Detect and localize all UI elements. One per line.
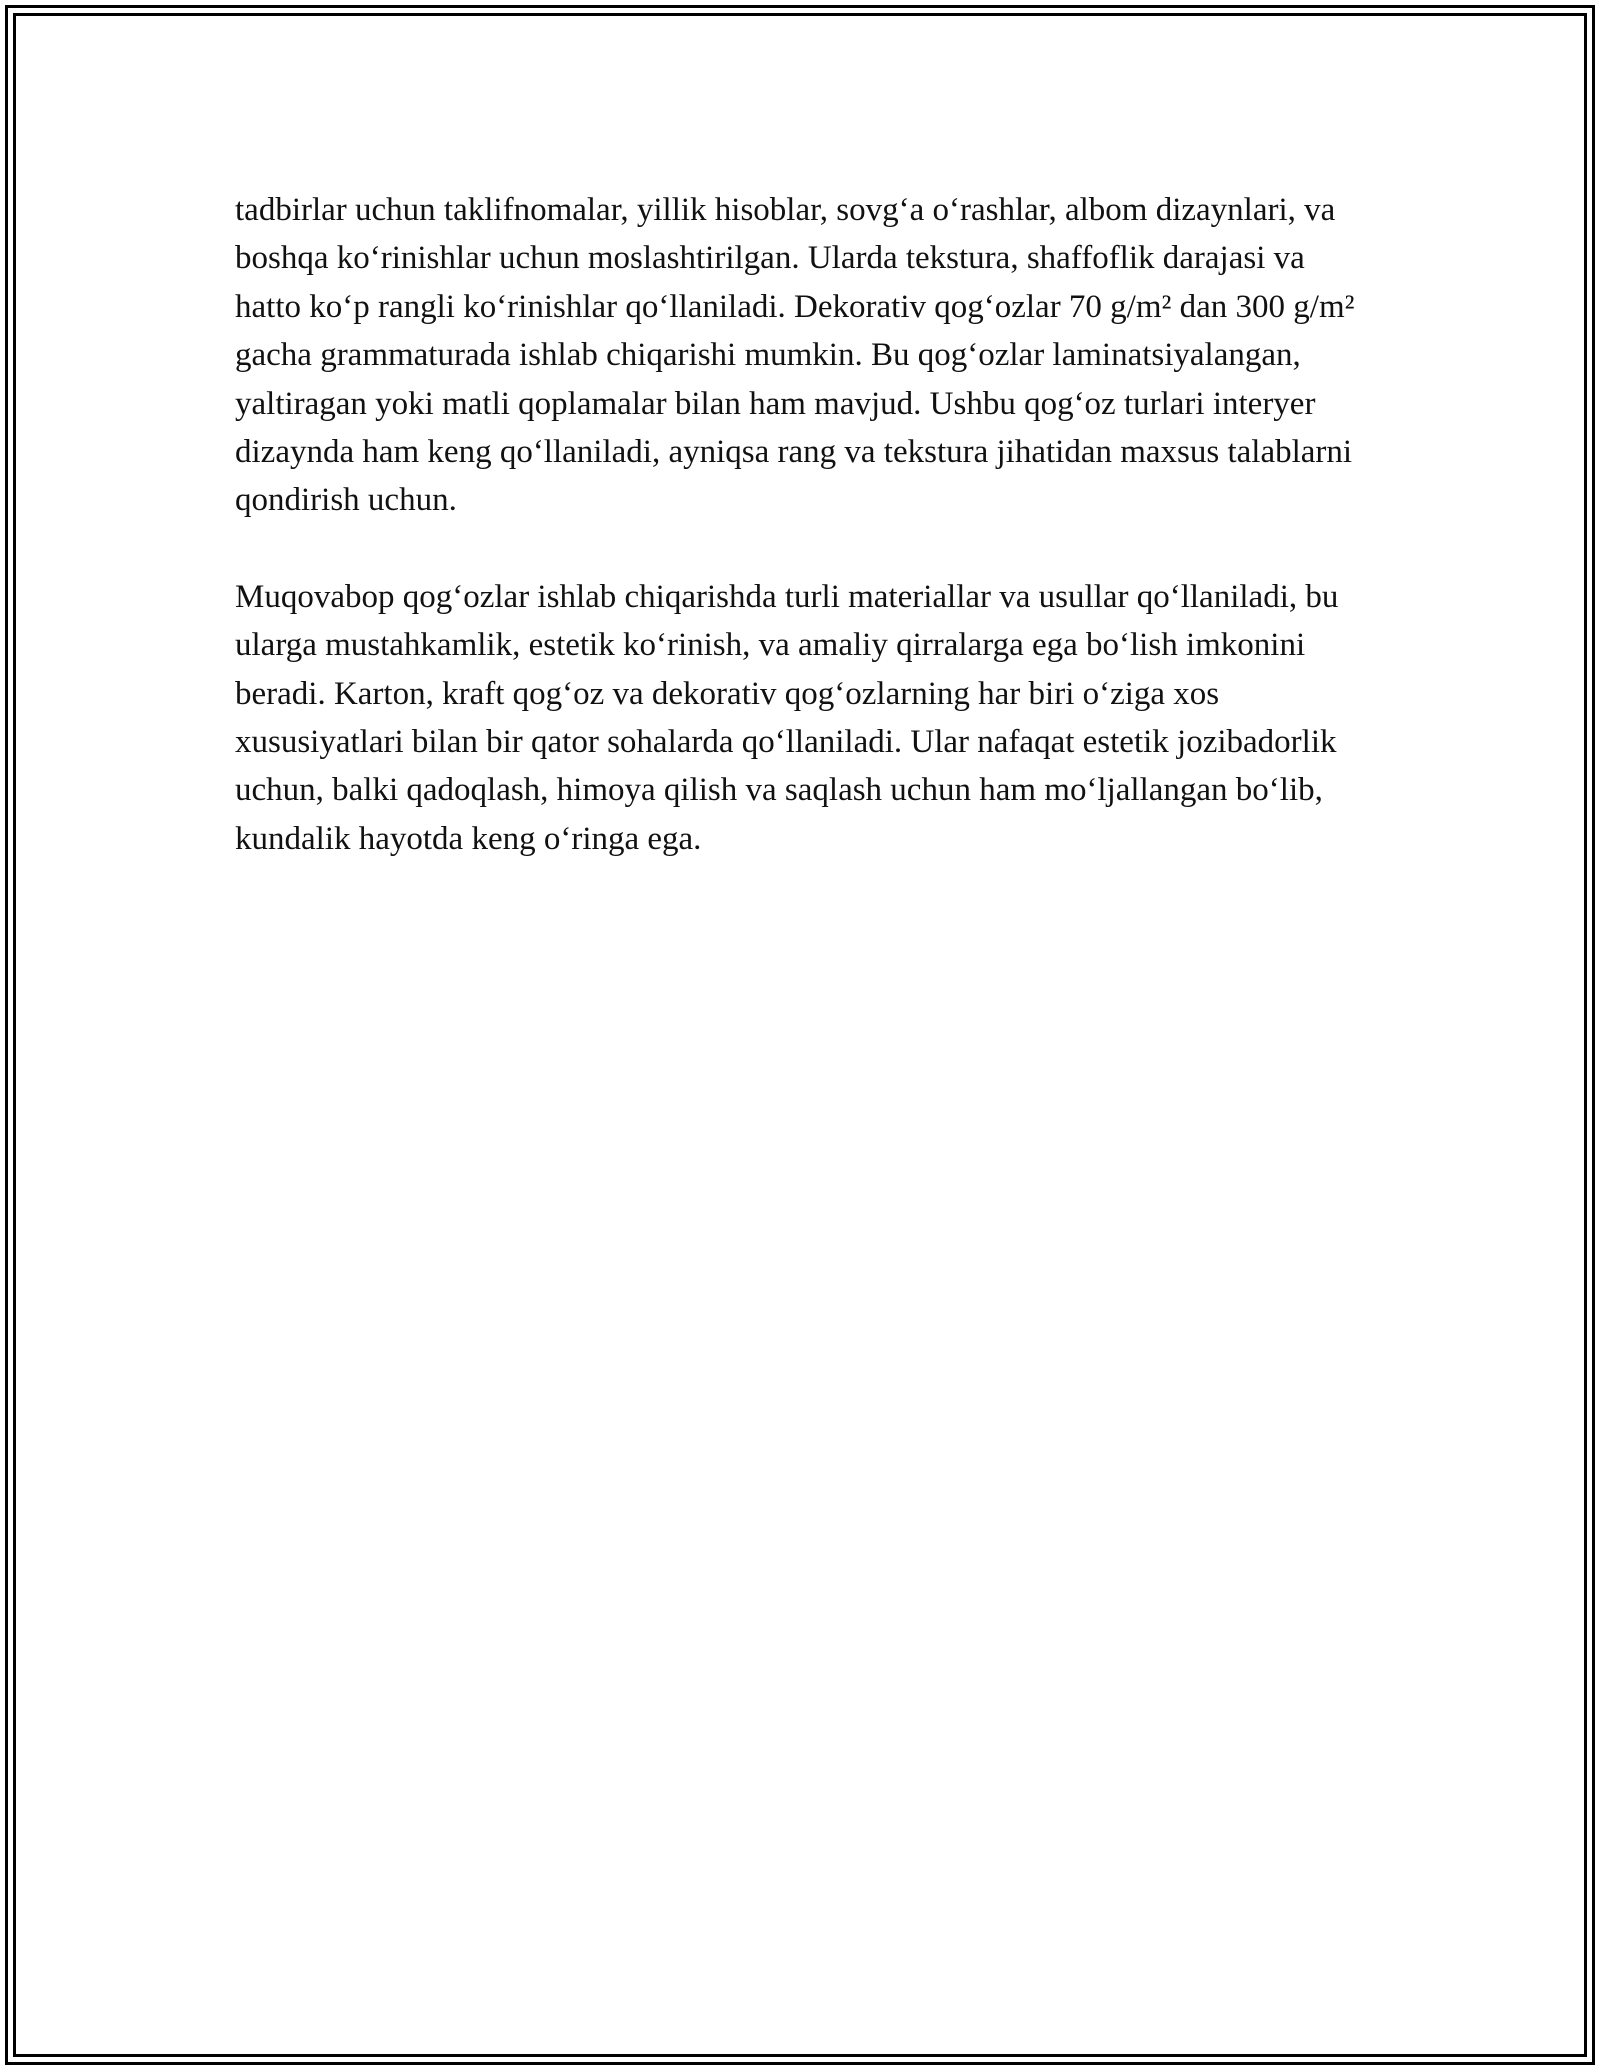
paragraph-decorative-paper: tadbirlar uchun taklifnomalar, yillik hisoblar, sovg‘a o‘rashlar, albom dizaynlari, va boshqa ko‘rinishlar uchun moslashtirilgan. Ularda tekstura, shaffoflik darajasi va hatto ko‘p rangli ko‘rinishlar qo‘llaniladi. Dekorativ qog‘ozlar 70 g/m² dan 300 g/m² gacha grammaturada ishlab chiqarishi mumkin. Bu qog‘ozlar laminatsiyalangan, yaltiragan yoki matli qoplamalar bilan ham mavjud. Ushbu qog‘oz turlari interyer dizaynda ham keng qo‘llaniladi, ayniqsa rang va tekstura jihatidan maxsus talablarni qondirish uchun.	[235, 192, 1355, 519]
paragraph-cover-paper-summary: Muqovabop qog‘ozlar ishlab chiqarishda turli materiallar va usullar qo‘llaniladi, bu ularga mustahkamlik, estetik ko‘rinish, va amaliy qirralarga ega bo‘lish imkonini beradi. Karton, kraft qog‘oz va dekorativ qog‘ozlarning har biri o‘ziga xos xususiyatlari bilan bir qator sohalarda qo‘llaniladi. Ular nafaqat estetik jozibadorlik uchun, balki qadoqlash, himoya qilish va saqlash uchun ham mo‘ljallangan bo‘lib, kundalik hayotda keng o‘ringa ega.	[235, 578, 1339, 857]
document-body	[235, 186, 1375, 911]
